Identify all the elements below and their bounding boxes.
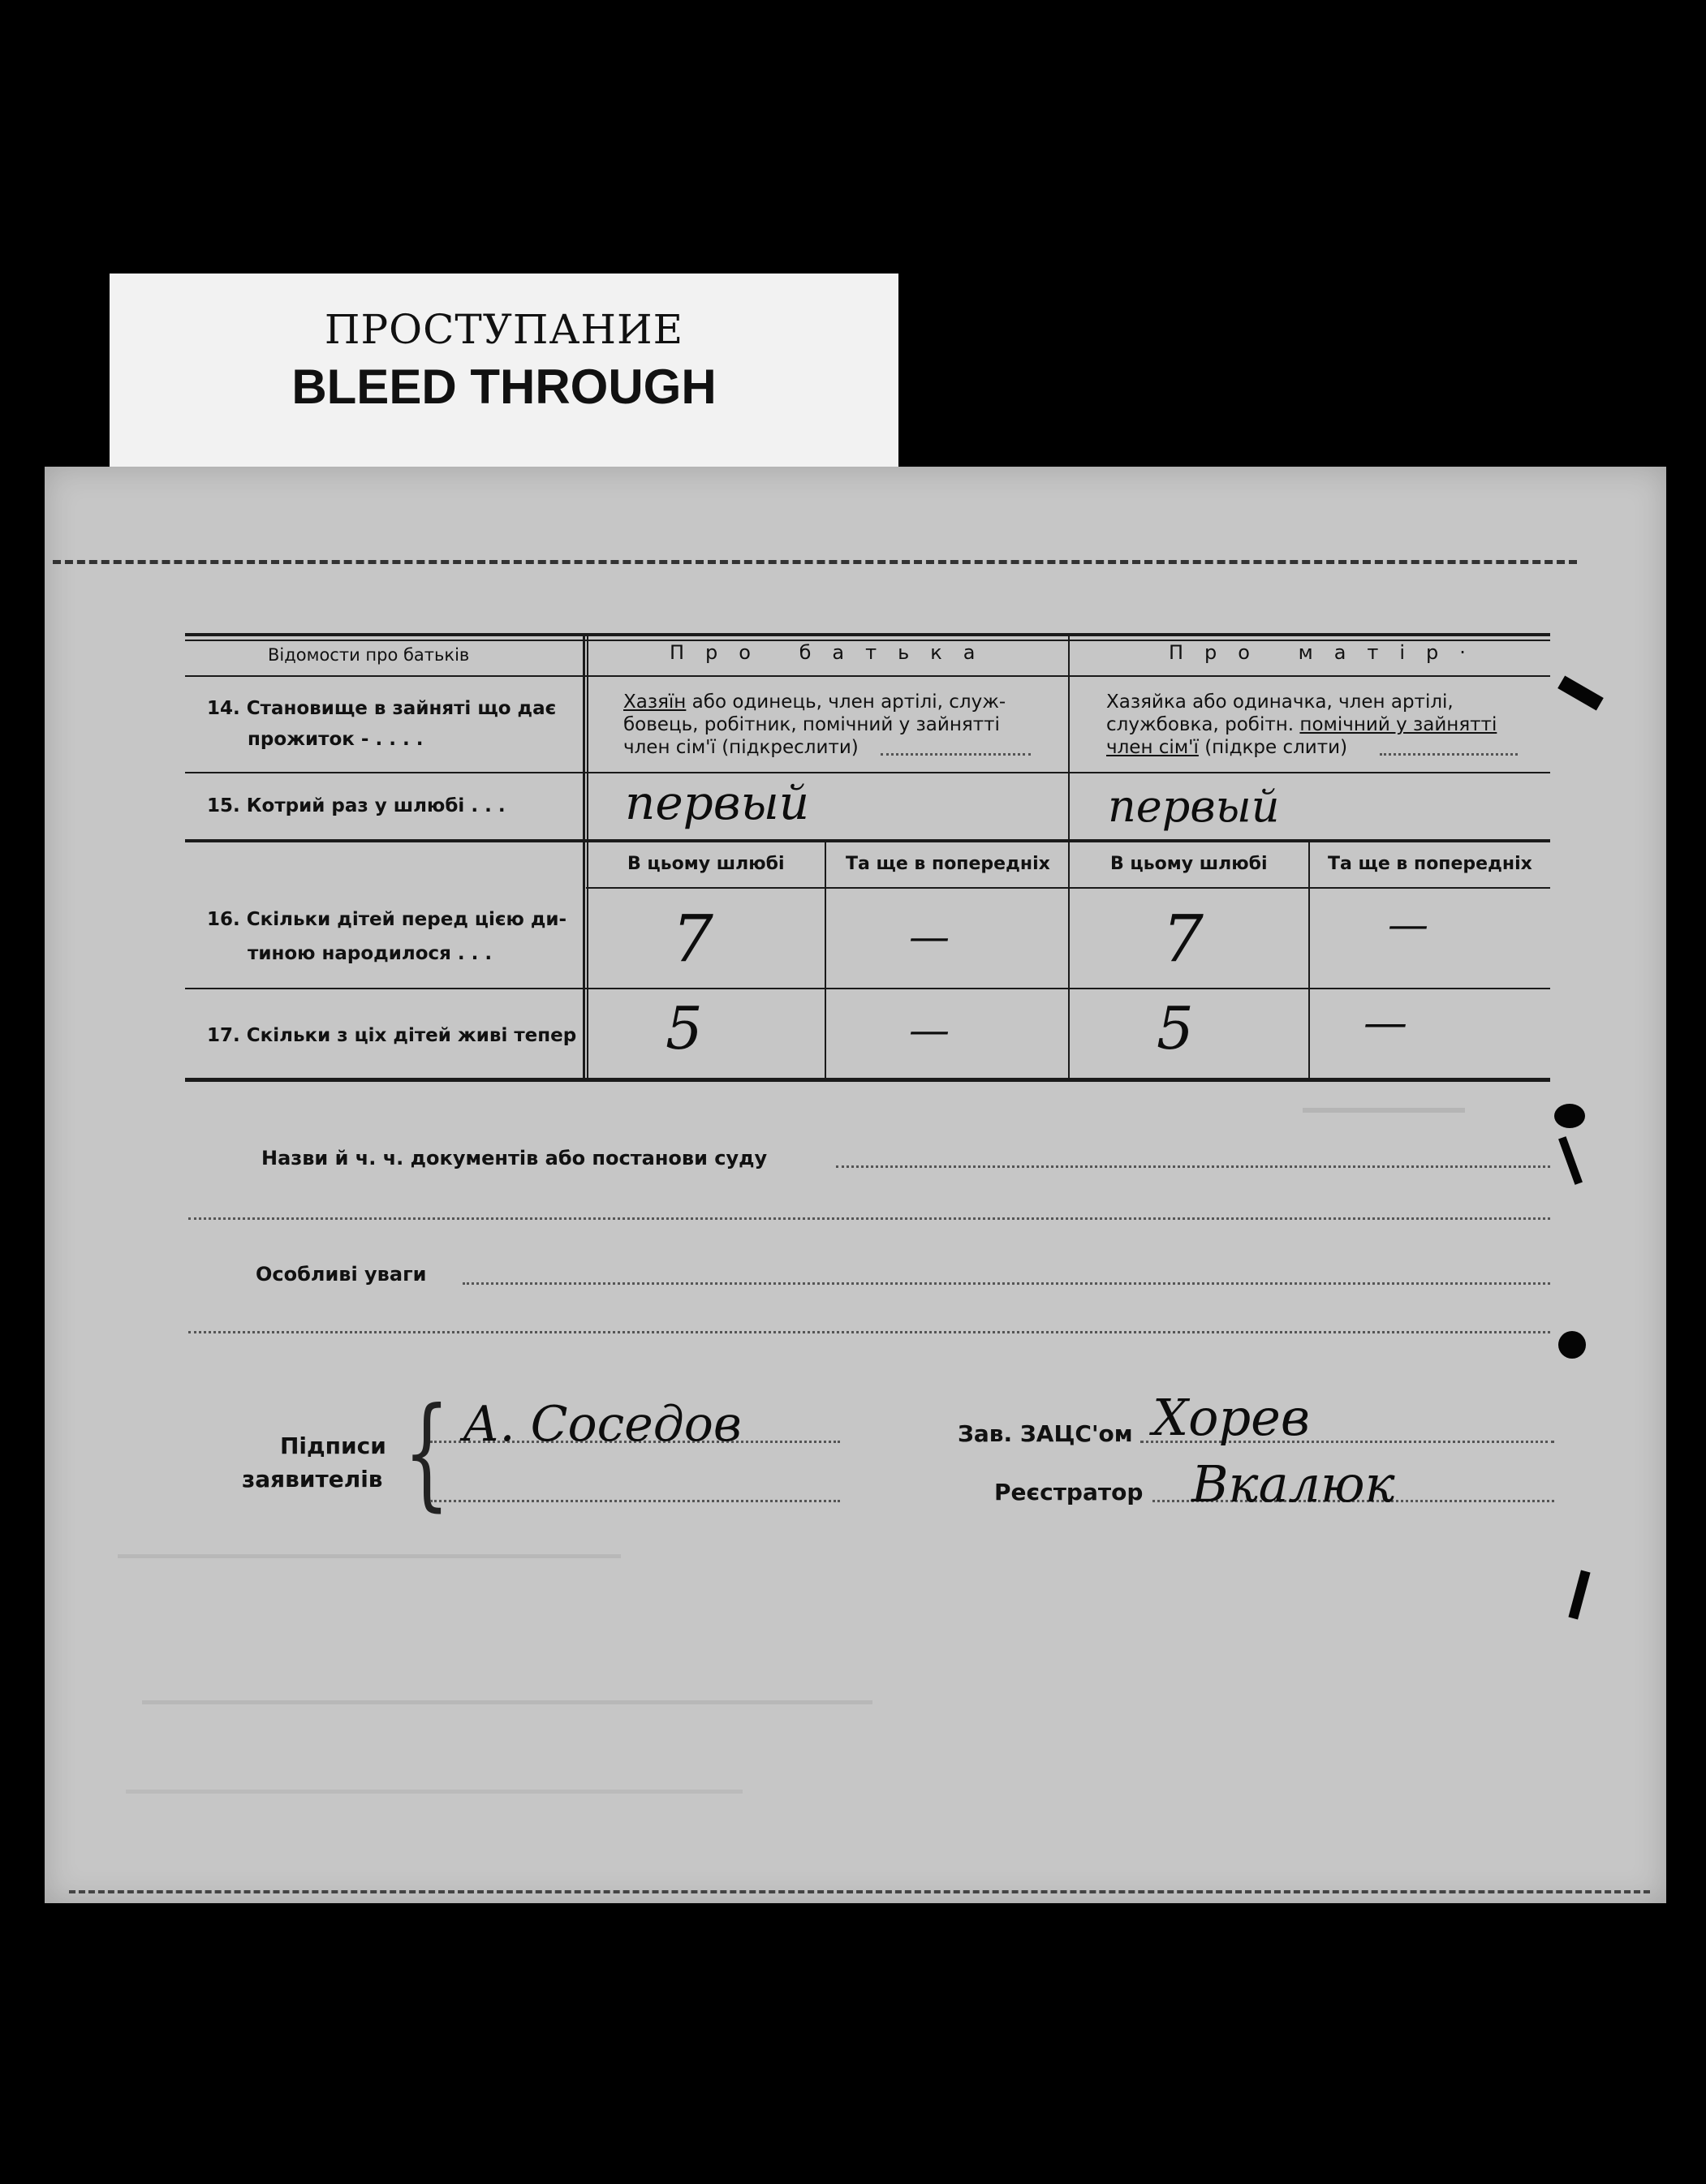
row14-mother-line3-underlined: член сім'ї (1106, 737, 1199, 758)
header-rule (185, 675, 1550, 677)
bleed-mark (118, 1554, 621, 1558)
row16-father-this: 7 (672, 901, 713, 976)
signatures-label-line2: заявителів (242, 1466, 383, 1493)
subheader-previous-father: Та ще в попередніх (846, 854, 1050, 874)
header-about-father: Про батька (670, 641, 997, 664)
bleed-mark (126, 1790, 743, 1794)
row17-mother-this: 5 (1157, 994, 1194, 1062)
punch-hole (1558, 1331, 1586, 1359)
signatures-label-line1: Підписи (280, 1432, 386, 1459)
row14-father-dots (881, 753, 1031, 756)
row14-father-line1-rest: або одинець, член артілі, служ- (686, 691, 1006, 713)
row15-mother-value: первый (1108, 781, 1280, 832)
row15-rule (185, 839, 1550, 842)
col-divider-1 (583, 636, 585, 1080)
documents-label: Назви й ч. ч. документів або постанови суду (261, 1147, 768, 1170)
row17-label: 17. Скільки з ціх дітей живі тепер (207, 1025, 577, 1046)
row16-label-line2: тиною народилося . . . (248, 943, 493, 964)
signatures-brace: { (403, 1382, 450, 1523)
col-divider-father-sub (825, 841, 826, 1080)
bleed-through-label-card (110, 274, 898, 480)
row14-label-line2: прожиток - . . . . (248, 729, 424, 750)
row16-rule (185, 988, 1550, 989)
documents-dots-1 (836, 1165, 1550, 1168)
remarks-dots-2 (188, 1331, 1550, 1333)
registrar-signature: Вкалюк (1191, 1454, 1395, 1514)
header-parents-info: Відомости про батьків (268, 645, 470, 665)
header-about-mother: Про матір· (1169, 641, 1487, 664)
row15-label: 15. Котрий раз у шлюбі . . . (207, 795, 506, 816)
head-signature: Хорев (1152, 1388, 1310, 1447)
row14-label-line1: 14. Становище в зайняті що дає (207, 698, 557, 719)
row14-mother-line3-rest: (підкре слити) (1198, 737, 1348, 758)
row14-father-line3: член сім'ї (підкреслити) (623, 737, 859, 758)
row14-father-line1 (623, 691, 1006, 713)
registrar-label: Реєстратор (994, 1479, 1144, 1506)
col-divider-mother-sub (1308, 841, 1310, 1080)
row14-father-line2: бовець, робітник, помічний у зайнятті (623, 714, 1000, 735)
row16-label-line1: 16. Скільки дітей перед цією ди- (207, 909, 567, 930)
label-english: BLEED THROUGH (291, 360, 717, 414)
row15-father-value: первый (625, 775, 810, 830)
bottom-perforation (69, 1890, 1650, 1893)
row14-mother-line2-start: службовка, робітн. (1106, 714, 1300, 735)
document-sheet (45, 467, 1666, 1903)
row14-mother-dots (1380, 753, 1518, 756)
row16-mother-previous: — (1388, 901, 1428, 948)
label-russian: ПРОСТУПАНИЕ (324, 306, 684, 353)
documents-dots-2 (188, 1217, 1550, 1220)
signature-line-2 (430, 1500, 840, 1502)
row17-father-this: 5 (666, 994, 703, 1062)
punch-hole (1554, 1104, 1585, 1128)
perforation-line (53, 560, 1577, 564)
row17-father-previous: — (909, 1006, 950, 1053)
remarks-label: Особливі уваги (256, 1263, 427, 1286)
remarks-dots-1 (463, 1282, 1550, 1285)
row17-mother-previous: — (1364, 997, 1407, 1048)
col-divider-2 (1068, 636, 1070, 1080)
row14-mother-line2 (1106, 714, 1497, 735)
row14-mother-line1: Хазяйка або одиначка, член артілі, (1106, 691, 1454, 713)
row16-mother-this: 7 (1162, 901, 1204, 976)
row16-father-previous: — (909, 913, 950, 960)
subheader-this-marriage-mother: В цьому шлюбі (1110, 854, 1268, 874)
row14-father-underlined: Хазяїн (623, 691, 687, 713)
applicant-signature: А. Соседов (463, 1396, 742, 1453)
col-divider-1b (587, 636, 588, 1080)
subheader-this-marriage-father: В цьому шлюбі (627, 854, 785, 874)
table-bottom-rule (185, 1078, 1550, 1082)
head-of-registry-label: Зав. ЗАЦС'ом (958, 1420, 1133, 1447)
bleed-mark (142, 1700, 872, 1704)
row14-mother-line2-underlined: помічний у зайнятті (1299, 714, 1497, 735)
subheader-previous-mother: Та ще в попередніх (1328, 854, 1532, 874)
row14-mother-line3 (1106, 737, 1347, 758)
bleed-mark (1303, 1108, 1465, 1113)
table-top-rule (185, 633, 1550, 636)
row14-rule (185, 772, 1550, 773)
